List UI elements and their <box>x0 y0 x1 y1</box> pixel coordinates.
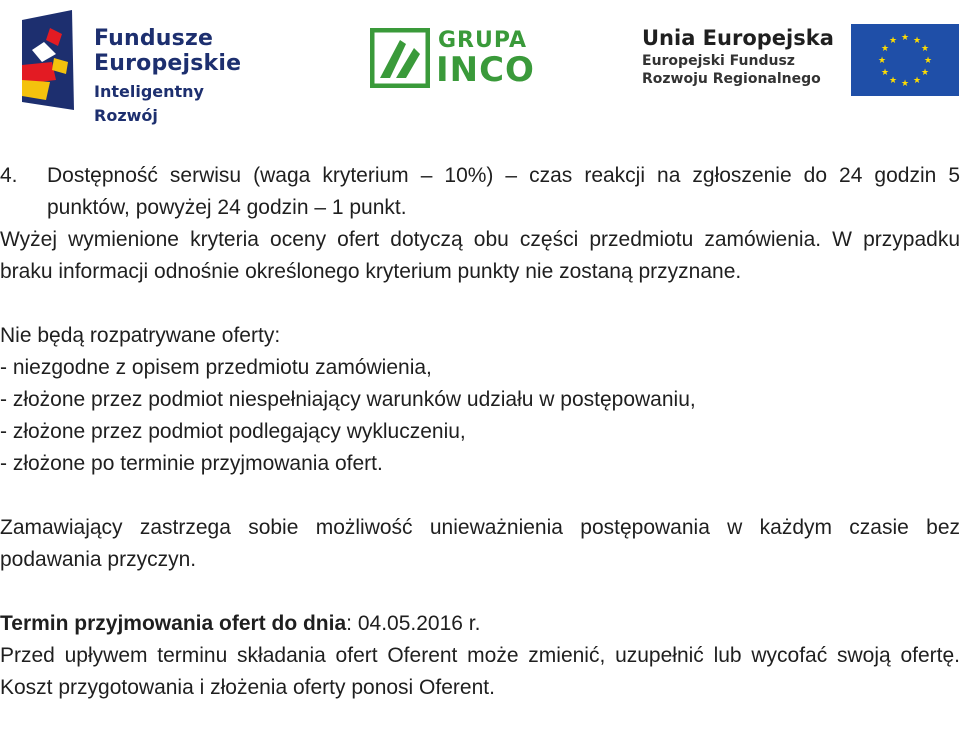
svg-text:★: ★ <box>923 56 933 66</box>
spacer <box>0 288 960 320</box>
criterion-item-4 <box>0 160 960 224</box>
svg-text:★: ★ <box>900 33 910 43</box>
rejection-item: - złożone przez podmiot podlegający wykluczeniu, <box>0 420 466 443</box>
fe-flag-icon <box>22 10 100 110</box>
document-body <box>0 160 960 704</box>
inco-mark-icon <box>370 28 430 88</box>
svg-text:★: ★ <box>880 68 890 78</box>
svg-text:★: ★ <box>888 76 898 86</box>
spacer <box>0 576 960 608</box>
eu-logo-line3: Rozwoju Regionalnego <box>642 71 821 87</box>
eu-logo-line1: Unia Europejska <box>642 26 834 50</box>
fe-logo-line2: Europejskie <box>94 51 242 76</box>
svg-text:★: ★ <box>877 56 887 66</box>
deadline-label: Termin przyjmowania ofert do dnia <box>0 612 347 635</box>
inco-logo-line1: GRUPA <box>438 28 527 53</box>
grupa-inco-logo <box>370 28 560 93</box>
reservation-paragraph: Zamawiający zastrzega sobie możliwość unieważnienia postępowania w każdym czasie bez podawania przyczyn. <box>0 516 960 571</box>
svg-text:★: ★ <box>880 44 890 54</box>
closing-paragraph: Przed upływem terminu składania ofert Oferent może zmienić, uzupełnić lub wycofać swoją ofertę. Koszt przygotowania i złożenia oferty ponosi Oferent. <box>0 644 960 699</box>
deadline-colon: : <box>346 612 352 635</box>
svg-text:★: ★ <box>900 79 910 89</box>
criteria-note: Wyżej wymienione kryteria oceny ofert dotyczą obu części przedmiotu zamówienia. W przypadku braku informacji odnośnie określonego kryterium punkty nie zostaną przyznane. <box>0 228 960 283</box>
page-header <box>0 0 960 125</box>
rejection-heading: Nie będą rozpatrywane oferty: <box>0 324 281 347</box>
spacer <box>0 480 960 512</box>
fe-logo-line1: Fundusze <box>94 26 214 51</box>
eu-logo-line2: Europejski Fundusz <box>642 53 795 69</box>
unia-europejska-logo <box>640 20 960 100</box>
inco-logo-line2: INCO <box>436 50 535 90</box>
svg-text:★: ★ <box>912 36 922 46</box>
eu-flag-icon <box>851 24 959 96</box>
deadline-value: 04.05.2016 r. <box>352 612 481 635</box>
svg-text:★: ★ <box>888 36 898 46</box>
svg-text:★: ★ <box>920 68 930 78</box>
svg-text:★: ★ <box>912 76 922 86</box>
item-number: 4. <box>0 164 18 187</box>
rejection-item: - złożone przez podmiot niespełniający warunków udziału w postępowaniu, <box>0 388 696 411</box>
rejection-item: - niezgodne z opisem przedmiotu zamówienia, <box>0 356 432 379</box>
item-text: Dostępność serwisu (waga kryterium – 10%) – czas reakcji na zgłoszenie do 24 godzin 5 punktów, powyżej 24 godzin – 1 punkt. <box>47 164 960 219</box>
fundusze-europejskie-logo <box>22 10 262 125</box>
svg-text:★: ★ <box>920 44 930 54</box>
fe-logo-line3: Inteligentny Rozwój <box>94 82 204 125</box>
rejection-item: - złożone po terminie przyjmowania ofert. <box>0 452 383 475</box>
deadline-line <box>0 608 960 640</box>
